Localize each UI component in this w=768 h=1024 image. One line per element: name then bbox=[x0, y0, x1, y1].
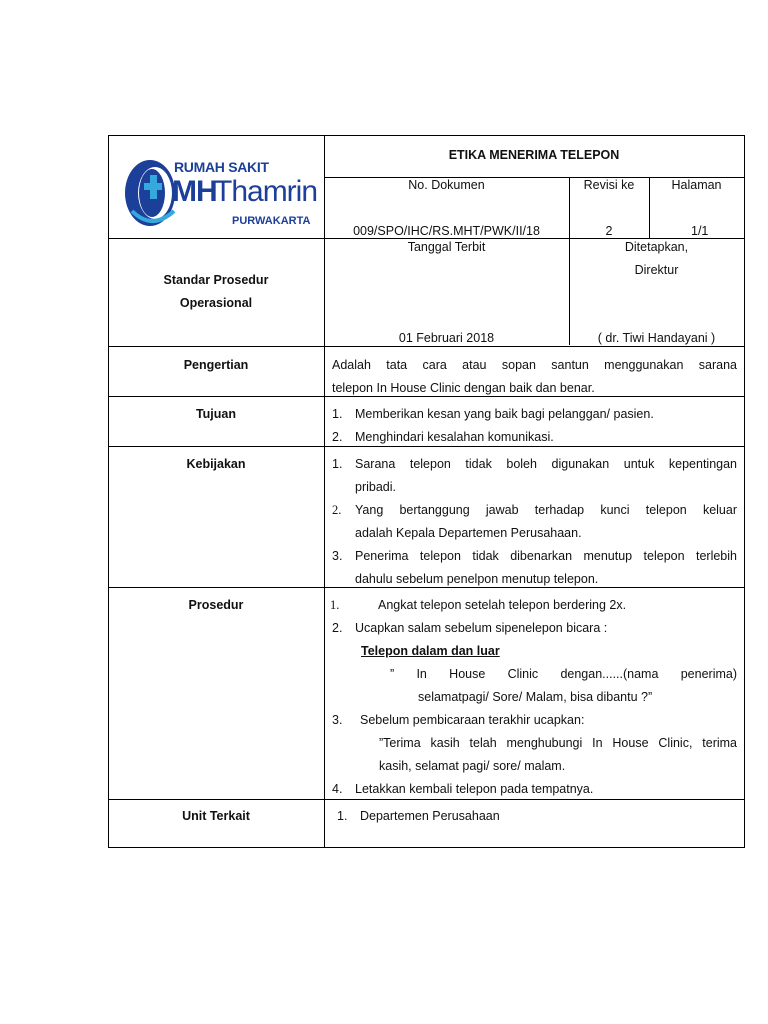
prosedur-step: Angkat telepon setelah telepon berdering 2x. bbox=[378, 598, 627, 612]
logo-brand-thamrin: Thamrin bbox=[214, 175, 318, 208]
unit-item: Departemen Perusahaan bbox=[360, 809, 500, 823]
row-divider-6 bbox=[108, 799, 745, 800]
doc-no-divider bbox=[569, 177, 570, 345]
prosedur-step-num: 2. bbox=[332, 621, 343, 635]
issued-date-value: 01 Februari 2018 bbox=[398, 331, 495, 345]
issued-date-label: Tanggal Terbit bbox=[407, 240, 486, 254]
kebijakan-item-line2: dahulu sebelum penelpon menutup telepon. bbox=[355, 572, 599, 586]
pengertian-line1: Adalah tata cara atau sopan santun menggunakan sarana bbox=[332, 358, 737, 372]
prosedur-quote1-line1: ” In House Clinic dengan......(nama penerima) bbox=[390, 667, 737, 681]
section-label-pengertian: Pengertian bbox=[183, 358, 249, 372]
row-divider-2 bbox=[108, 346, 745, 347]
prosedur-step-num: 4. bbox=[332, 782, 343, 796]
unit-item-num: 1. bbox=[337, 809, 348, 823]
prosedur-step: Ucapkan salam sebelum sipenelepon bicara : bbox=[355, 621, 608, 635]
kebijakan-item-line1: Yang bertanggung jawab terhadap kunci telepon keluar bbox=[355, 503, 737, 517]
prosedur-quote2-line2: kasih, selamat pagi/ sore/ malam. bbox=[379, 759, 566, 773]
kebijakan-item-num: 2. bbox=[332, 503, 342, 517]
spo-label-line1: Standar Prosedur bbox=[163, 273, 269, 287]
kebijakan-item-num: 3. bbox=[332, 549, 343, 563]
kebijakan-item-line2: pribadi. bbox=[355, 480, 396, 494]
revision-value: 2 bbox=[605, 224, 613, 238]
section-label-prosedur: Prosedur bbox=[188, 598, 244, 612]
doc-no-value: 009/SPO/IHC/RS.MHT/PWK/II/18 bbox=[353, 224, 540, 238]
border-bottom bbox=[108, 847, 745, 848]
border-left bbox=[108, 135, 109, 848]
section-label-kebijakan: Kebijakan bbox=[186, 457, 246, 471]
tujuan-item: Menghindari kesalahan komunikasi. bbox=[355, 430, 554, 444]
spo-label-line2: Operasional bbox=[179, 296, 253, 310]
prosedur-step-num: 1. bbox=[330, 598, 340, 612]
tujuan-item-num: 1. bbox=[332, 407, 343, 421]
kebijakan-item-num: 1. bbox=[332, 457, 343, 471]
row-divider-3 bbox=[108, 396, 745, 397]
border-right bbox=[744, 135, 745, 848]
prosedur-quote2-line1: ”Terima kasih telah menghubungi In House Clinic, terima bbox=[379, 736, 737, 750]
prosedur-quote1-line2: selamatpagi/ Sore/ Malam, bisa dibantu ?” bbox=[418, 690, 653, 704]
approver-name: ( dr. Tiwi Handayani ) bbox=[597, 331, 716, 345]
row-divider-4 bbox=[108, 446, 745, 447]
doc-no-label: No. Dokumen bbox=[408, 178, 485, 192]
page-value: 1/1 bbox=[691, 224, 709, 238]
row-divider-5 bbox=[108, 587, 745, 588]
tujuan-item: Memberikan kesan yang baik bagi pelanggan/ pasien. bbox=[355, 407, 654, 421]
tujuan-item-num: 2. bbox=[332, 430, 343, 444]
page-label: Halaman bbox=[671, 178, 722, 192]
sop-document bbox=[108, 135, 745, 848]
prosedur-subheading: Telepon dalam dan luar bbox=[361, 644, 500, 658]
logo-line1: RUMAH SAKIT bbox=[174, 159, 269, 175]
prosedur-step: Sebelum pembicaraan terakhir ucapkan: bbox=[360, 713, 585, 727]
logo-city: PURWAKARTA bbox=[232, 215, 311, 227]
document-title: ETIKA MENERIMA TELEPON bbox=[448, 148, 620, 162]
kebijakan-item-line2: adalah Kepala Departemen Perusahaan. bbox=[355, 526, 582, 540]
kebijakan-item-line1: Sarana telepon tidak boleh digunakan untuk kepentingan bbox=[355, 457, 737, 471]
section-label-unit-terkait: Unit Terkait bbox=[182, 809, 250, 823]
revision-label: Revisi ke bbox=[583, 178, 635, 192]
prosedur-step-num: 3. bbox=[332, 713, 343, 727]
kebijakan-item-line1: Penerima telepon tidak dibenarkan menutup telepon terlebih bbox=[355, 549, 737, 563]
section-label-tujuan: Tujuan bbox=[195, 407, 237, 421]
approved-by-label: Ditetapkan, bbox=[624, 240, 689, 254]
pengertian-line2: telepon In House Clinic dengan baik dan benar. bbox=[332, 381, 595, 395]
prosedur-step: Letakkan kembali telepon pada tempatnya. bbox=[355, 782, 594, 796]
logo-brand-mh: MH bbox=[172, 175, 217, 208]
hospital-logo bbox=[122, 153, 318, 233]
border-top bbox=[108, 135, 745, 136]
approved-role: Direktur bbox=[634, 263, 679, 277]
